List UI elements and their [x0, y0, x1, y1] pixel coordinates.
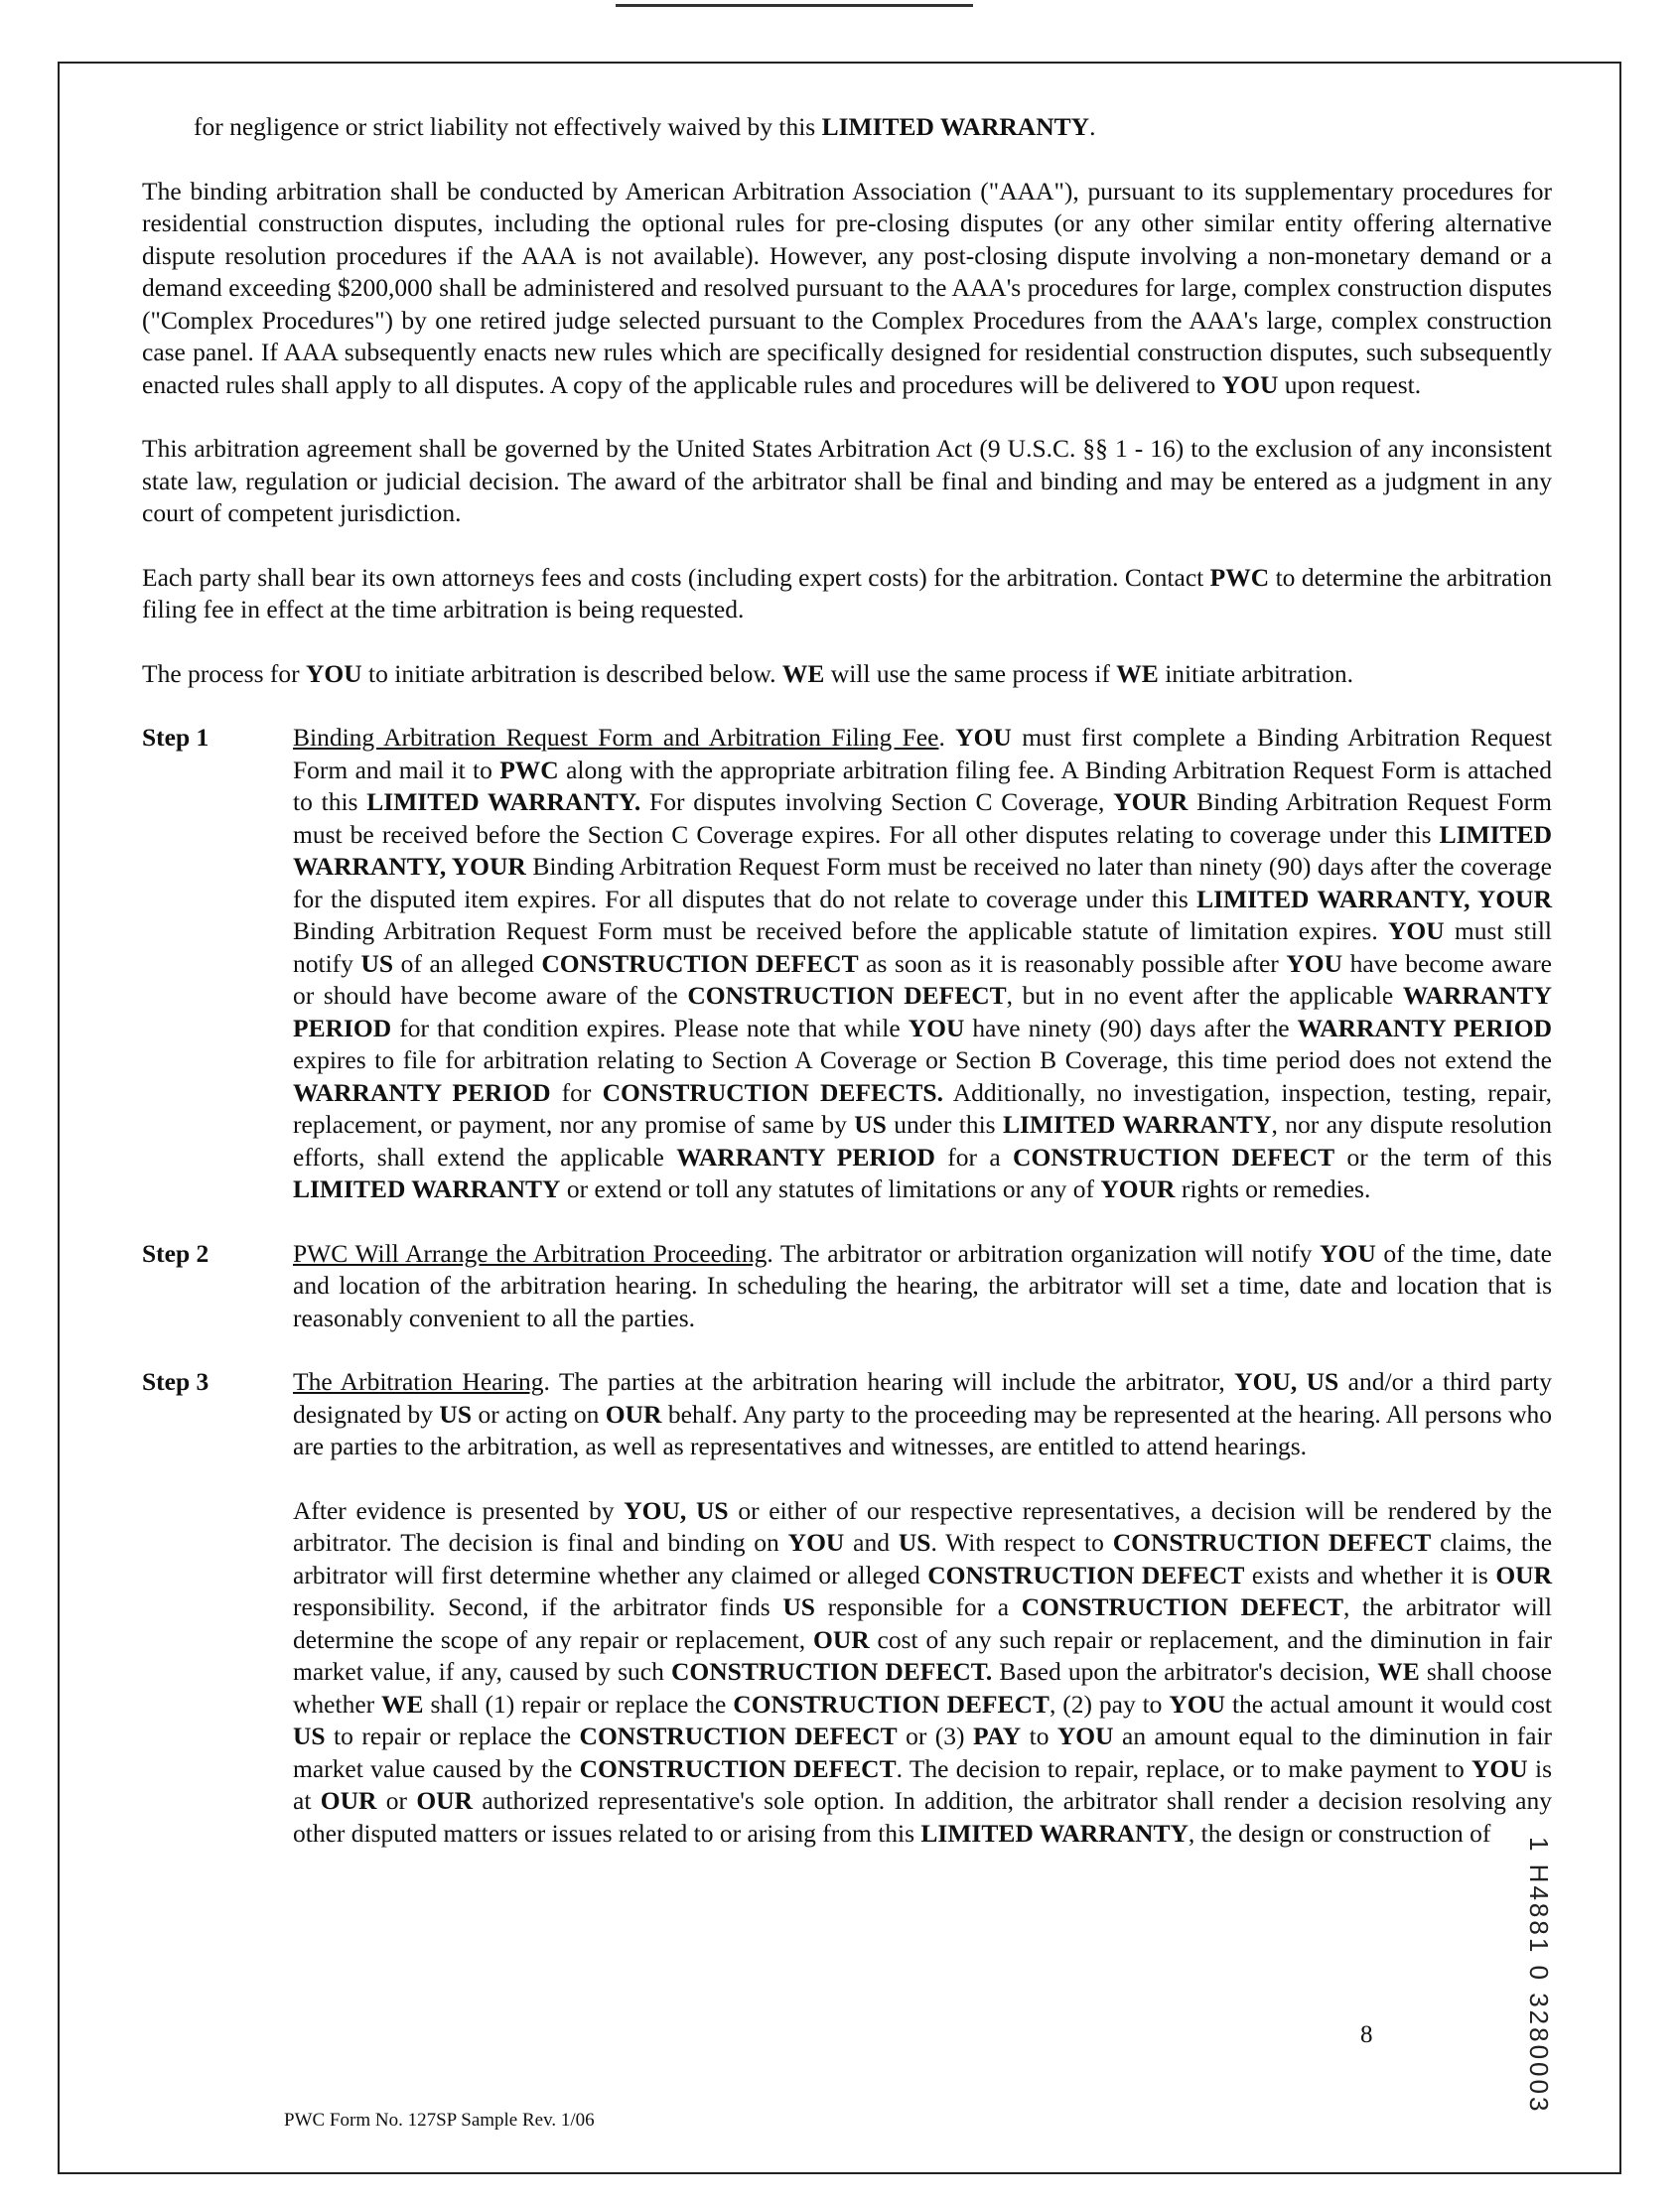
step-3 — [142, 1366, 1552, 1850]
step-label: Step 3 — [142, 1367, 210, 1396]
form-footer: PWC Form No. 127SP Sample Rev. 1/06 — [284, 2110, 595, 2131]
step-body — [293, 722, 1552, 1206]
step-heading: The Arbitration Hearing — [293, 1367, 544, 1396]
step-paragraph: Binding Arbitration Request Form and Arbitration Filing Fee. YOU must first complete a Binding Arbitration Request Form and mail it to PWC along with the appropriate arbitration filing fee. A Binding Arbitration Request Form is attached to this LIMITED WARRANTY. For disputes involving Section C Coverage, YOUR Binding Arbitration Request Form must be received before the Section C Coverage expires. For all other disputes relating to coverage under this LIMITED WARRANTY, YOUR Binding Arbitration Request Form must be received no later than ninety (90) days after the coverage for the disputed item expires. For all disputes that do not relate to coverage under this LIMITED WARRANTY, YOUR Binding Arbitration Request Form must be received before the applicable statute of limitation expires. YOU must still notify US of an alleged CONSTRUCTION DEFECT as soon as it is reasonably possible after YOU have become aware or should have become aware of the CONSTRUCTION DEFECT, but in no event after the applicable WARRANTY PERIOD for that condition expires. Please note that while YOU have ninety (90) days after the WARRANTY PERIOD expires to file for arbitration relating to Section A Coverage or Section B Coverage, this time period does not extend the WARRANTY PERIOD for CONSTRUCTION DEFECTS. Additionally, no investigation, inspection, testing, repair, replacement, or payment, nor any promise of same by US under this LIMITED WARRANTY, nor any dispute resolution efforts, shall extend the applicable WARRANTY PERIOD for a CONSTRUCTION DEFECT or the term of this LIMITED WARRANTY or extend or toll any statutes of limitations or any of YOUR rights or remedies. — [293, 723, 1553, 1203]
paragraph-fees: Each party shall bear its own attorneys fees and costs (including expert costs) for the arbitration. Contact PWC to determine the arbitration filing fee in effect at the time arbitration is being requested. — [142, 562, 1552, 623]
page-number: 8 — [1360, 2021, 1373, 2048]
side-stamp: 1 H4881 0 3280003 — [1524, 1837, 1554, 2115]
document-body — [142, 111, 1552, 1881]
step-1 — [142, 722, 1552, 1206]
paragraph-arbitration-act: This arbitration agreement shall be governed by the United States Arbitration Act (9 U.S.C. §§ 1 - 16) to the exclusion of any inconsistent state law, regulation or judicial decision. The award of the arbitrator shall be final and binding and may be entered as a judgment in any court of competent jurisdiction. — [142, 434, 1552, 527]
step-label: Step 1 — [142, 723, 210, 752]
intro-line: for negligence or strict liability not effectively waived by this LIMITED WARRANTY. — [194, 112, 1096, 141]
scan-edge-line — [616, 4, 973, 7]
step-label: Step 2 — [142, 1238, 210, 1268]
paragraph-process: The process for YOU to initiate arbitration is described below. WE will use the same process if WE initiate arbitration. — [142, 658, 1353, 688]
step-paragraph: PWC Will Arrange the Arbitration Proceeding. The arbitrator or arbitration organization will notify YOU of the time, date and location of the arbitration hearing. In scheduling the hearing, the arbitrator will set a time, date and location that is reasonably convenient to all the parties. — [293, 1238, 1552, 1332]
step-2 — [142, 1238, 1552, 1335]
paragraph-aaa: The binding arbitration shall be conducted by American Arbitration Association ("AAA"), pursuant to its supplementary procedures for residential construction disputes, including the optional rules for pre-closing disputes (or any other similar entity offering alternative dispute resolution procedures if the AAA is not available). However, any post-closing dispute involving a non-monetary demand or a demand exceeding $200,000 shall be administered and resolved pursuant to the AAA's procedures for large, complex construction disputes ("Complex Procedures") by one retired judge selected pursuant to the Complex Procedures from the AAA's large, complex construction case panel. If AAA subsequently enacts new rules which are specifically designed for residential construction disputes, such subsequently enacted rules shall apply to all disputes. A copy of the applicable rules and procedures will be delivered to YOU upon request. — [142, 176, 1552, 399]
step-body — [293, 1366, 1552, 1850]
step-paragraph: After evidence is presented by YOU, US or either of our respective representatives, a decision will be rendered by the arbitrator. The decision is final and binding on YOU and US. With respect to CONSTRUCTION DEFECT claims, the arbitrator will first determine whether any claimed or alleged CONSTRUCTION DEFECT exists and whether it is OUR responsibility. Second, if the arbitrator finds US responsible for a CONSTRUCTION DEFECT, the arbitrator will determine the scope of any repair or replacement, OUR cost of any such repair or replacement, and the diminution in fair market value, if any, caused by such CONSTRUCTION DEFECT. Based upon the arbitrator's decision, WE shall choose whether WE shall (1) repair or replace the CONSTRUCTION DEFECT, (2) pay to YOU the actual amount it would cost US to repair or replace the CONSTRUCTION DEFECT or (3) PAY to YOU an amount equal to the diminution in fair market value caused by the CONSTRUCTION DEFECT. The decision to repair, replace, or to make payment to YOU is at OUR or OUR authorized representative's sole option. In addition, the arbitrator shall render a decision resolving any other disputed matters or issues related to or arising from this LIMITED WARRANTY, the design or construction of — [293, 1495, 1553, 1848]
step-heading: PWC Will Arrange the Arbitration Proceeding — [293, 1238, 768, 1268]
step-paragraph: The Arbitration Hearing. The parties at the arbitration hearing will include the arbitrator, YOU, US and/or a third party designated by US or acting on OUR behalf. Any party to the proceeding may be represented at the hearing. All persons who are parties to the arbitration, as well as representatives and witnesses, are entitled to attend hearings. — [293, 1367, 1553, 1460]
step-body — [293, 1238, 1552, 1335]
step-heading: Binding Arbitration Request Form and Arbitration Filing Fee — [293, 723, 939, 752]
